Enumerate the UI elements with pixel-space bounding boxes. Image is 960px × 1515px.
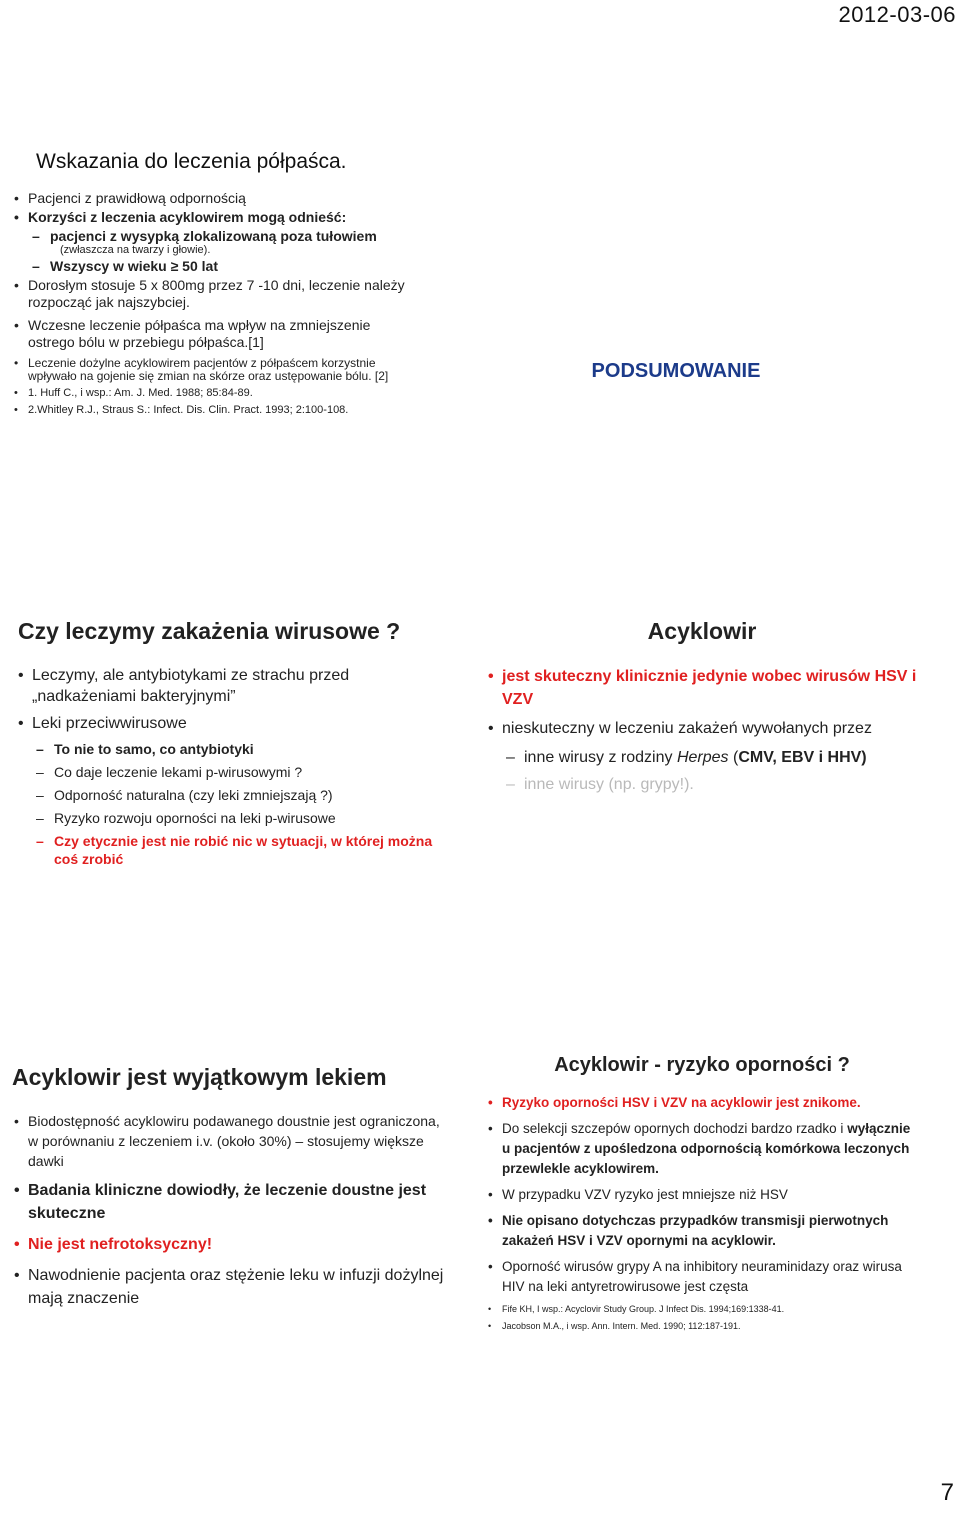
slide-wskazania [8, 150, 418, 419]
list-subitem: – Co daje leczenie lekami p-wirusowymi ? [18, 763, 448, 781]
text-run: inne wirusy z rodziny [524, 749, 677, 766]
date-header: 2012-03-06 [838, 2, 956, 27]
list-item: • Wczesne leczenie półpaśca ma wpływ na zmniejszenie ostrego bólu w przebiegu półpaśca.[1] [14, 317, 418, 351]
reference-item: • 2.Whitley R.J., Straus S.: Infect. Dis. Clin. Pract. 1993; 2:100-108. [14, 404, 418, 417]
text-run: ( [728, 749, 739, 766]
slide-ryzyko-opornosci [482, 1054, 922, 1337]
slide-title: Wskazania do leczenia półpaśca. [36, 150, 347, 173]
slide-title [12, 1064, 448, 1091]
list-item: • Oporność wirusów grypy A na inhibitory neuraminidazy oraz wirusa HIV na leki antyretrowirusowe jest częsta [488, 1257, 922, 1297]
list-subitem: – Odporność naturalna (czy leki zmniejszają ?) [18, 786, 448, 804]
list-item: • W przypadku VZV ryzyko jest mniejsze niż HSV [488, 1185, 922, 1205]
list-subitem [488, 746, 922, 769]
list-item: • Leczenie dożylne acyklowirem pacjentów z półpaścem korzystnie wpływało na gojenie się zmian na skórze oraz ustępowanie bólu. [2] [14, 357, 418, 383]
list-item: • Nie jest nefrotoksyczny! [14, 1233, 448, 1256]
bullet-list [14, 1111, 448, 1310]
page-number: 7 [940, 1479, 954, 1506]
list-subitem: – Czy etycznie jest nie robić nic w sytuacji, w której można coś zrobić [18, 832, 448, 868]
slide-czy-leczymy [8, 618, 448, 873]
list-subitem: – Ryzyko rozwoju oporności na leki p-wirusowe [18, 809, 448, 827]
list-item: • Dorosłym stosuje 5 x 800mg przez 7 -10 dni, leczenie należy rozpocząć jak najszybciej. [14, 277, 418, 311]
text-run: Herpes [676, 749, 729, 766]
list-item: • Nie opisano dotychczas przypadków transmisji pierwotnych zakażeń HSV i VZV opornymi na acyklowir. [488, 1211, 922, 1251]
list-item [488, 1119, 922, 1179]
slide-acyklowir-wyjatkowy [8, 1064, 448, 1318]
slide-title: Czy leczymy zakażenia wirusowe ? [18, 618, 401, 644]
title-bold-run: Acyklowir [12, 1064, 121, 1090]
slide-title: Acyklowir - ryzyko oporności ? [554, 1054, 850, 1076]
list-item: • Nawodnienie pacjenta oraz stężenie leku w infuzji dożylnej mają znaczenie [14, 1264, 448, 1310]
reference-item: • 1. Huff C., i wsp.: Am. J. Med. 1988; 85:84-89. [14, 387, 418, 400]
text-run: Do selekcji szczepów opornych dochodzi bardzo rzadko i [502, 1121, 848, 1136]
list-item: • Leczymy, ale antybiotykami ze strachu przed „nadkażeniami bakteryjnymi” [18, 665, 448, 707]
reference-item: • Jacobson M.A., i wsp. Ann. Intern. Med. 1990; 112:187-191. [488, 1320, 922, 1333]
list-item: • Ryzyko oporności HSV i VZV na acyklowir jest znikome. [488, 1093, 922, 1113]
list-subitem: – pacjenci z wysypką zlokalizowaną poza tułowiem [14, 228, 418, 245]
list-subnote: (zwłaszcza na twarzy i głowie). [60, 244, 211, 256]
list-item: • Korzyści z leczenia acyklowirem mogą odnieść: [14, 209, 418, 226]
list-item: • Pacjenci z prawidłową odpornością [14, 190, 418, 207]
slide-title: PODSUMOWANIE [591, 360, 761, 382]
slide-title: Acyklowir [647, 618, 757, 644]
title-run: jest wyjątkowym lekiem [120, 1064, 387, 1090]
list-item: • Leki przeciwwirusowe [18, 713, 448, 734]
list-subitem: – Wszyscy w wieku ≥ 50 lat [14, 258, 418, 275]
slide-podsumowanie [496, 360, 856, 383]
bullet-list [18, 665, 448, 868]
text-run: wyłącznie u pacjentów z upośledzona odpornością komórkowa leczonych przewlekle acyklowirem. [502, 1121, 911, 1176]
list-item: • jest skuteczny klinicznie jedynie wobec wirusów HSV i VZV [488, 665, 922, 711]
slide-acyklowir [482, 618, 922, 800]
reference-item: • Fife KH, I wsp.: Acyclovir Study Group. J Infect Dis. 1994;169:1338-41. [488, 1303, 922, 1316]
bullet-list [488, 665, 922, 796]
list-item: • Biodostępność acyklowiru podawanego doustnie jest ograniczona, w porównaniu z leczeniem i.v. (około 30%) – stosujemy większe dawki [14, 1111, 448, 1171]
list-item: • nieskuteczny w leczeniu zakażeń wywołanych przez [488, 717, 922, 740]
bullet-list [488, 1093, 922, 1333]
text-run: CMV, EBV i HHV) [738, 749, 867, 766]
list-subitem: – To nie to samo, co antybiotyki [18, 740, 448, 758]
list-subitem: – inne wirusy (np. grypy!). [488, 773, 922, 796]
bullet-list [14, 190, 418, 417]
list-item: • Badania kliniczne dowiodły, że leczenie doustne jest skuteczne [14, 1179, 448, 1225]
